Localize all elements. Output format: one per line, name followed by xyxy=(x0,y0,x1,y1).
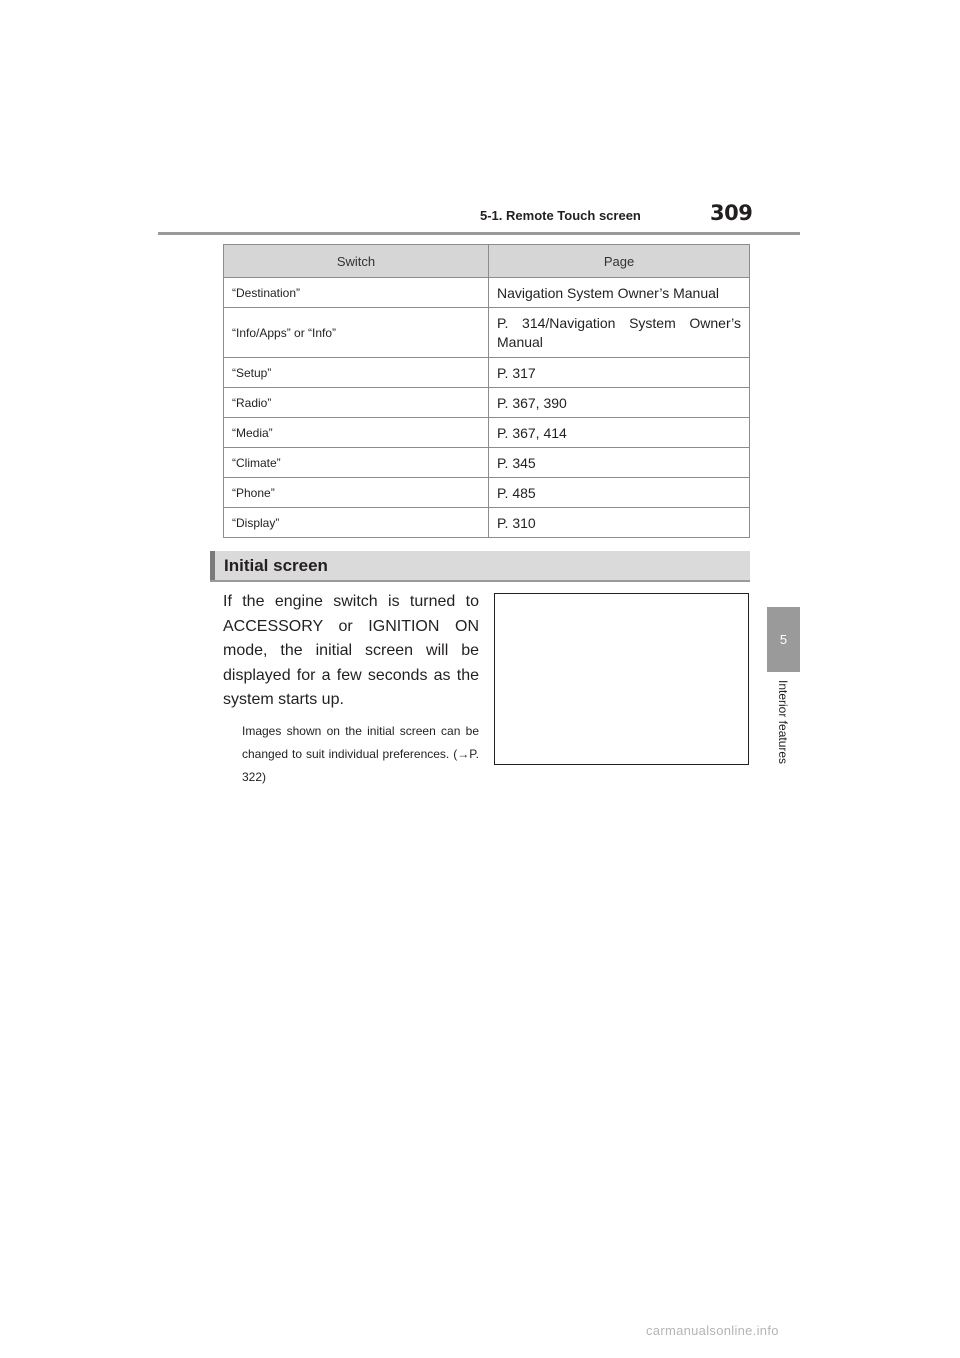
switch-page-table xyxy=(223,244,750,538)
column-header-page: Page xyxy=(489,245,750,278)
table-row xyxy=(224,388,750,418)
switch-cell: “Climate” xyxy=(224,448,489,478)
switch-cell: “Info/Apps” or “Info” xyxy=(224,308,489,358)
body-paragraph: If the engine switch is turned to ACCESSORY or IGNITION ON mode, the initial screen will be displayed for a few seconds as the system starts up. xyxy=(223,593,479,708)
section-marker xyxy=(210,551,215,580)
section-header: 5-1. Remote Touch screen xyxy=(480,208,641,223)
switch-cell: “Destination” xyxy=(224,278,489,308)
switch-cell: “Display” xyxy=(224,508,489,538)
table-header-row xyxy=(224,245,750,278)
section-title: Initial screen xyxy=(224,556,328,575)
watermark: carmanualsonline.info xyxy=(646,1323,779,1338)
page-number: 309 xyxy=(710,201,753,225)
page-cell[interactable]: P. 485 xyxy=(489,478,750,508)
table-row xyxy=(224,278,750,308)
page-cell[interactable]: P. 310 xyxy=(489,508,750,538)
page-cell[interactable]: P. 345 xyxy=(489,448,750,478)
switch-cell: “Radio” xyxy=(224,388,489,418)
table-row xyxy=(224,358,750,388)
page-cell[interactable]: P. 317 xyxy=(489,358,750,388)
header-divider xyxy=(158,232,800,235)
chapter-label: Interior features xyxy=(776,680,790,765)
table-row xyxy=(224,508,750,538)
chapter-number: 5 xyxy=(779,632,788,647)
page-cell[interactable]: P. 367, 414 xyxy=(489,418,750,448)
table-row xyxy=(224,478,750,508)
initial-screen-image xyxy=(494,593,749,765)
note-paragraph: Images shown on the initial screen can be changed to suit individual preferences. (→P. 322) xyxy=(242,724,479,784)
table-row xyxy=(224,418,750,448)
table-row xyxy=(224,308,750,358)
switch-cell: “Media” xyxy=(224,418,489,448)
section-heading xyxy=(210,551,750,582)
page-cell[interactable]: P. 367, 390 xyxy=(489,388,750,418)
switch-cell: “Phone” xyxy=(224,478,489,508)
page-cell[interactable]: Navigation System Owner’s Manual xyxy=(489,278,750,308)
switch-cell: “Setup” xyxy=(224,358,489,388)
page-cell[interactable]: P. 314/Navigation System Owner’s Manual xyxy=(489,308,750,358)
table-row xyxy=(224,448,750,478)
chapter-tab[interactable] xyxy=(767,607,800,672)
column-header-switch: Switch xyxy=(224,245,489,278)
